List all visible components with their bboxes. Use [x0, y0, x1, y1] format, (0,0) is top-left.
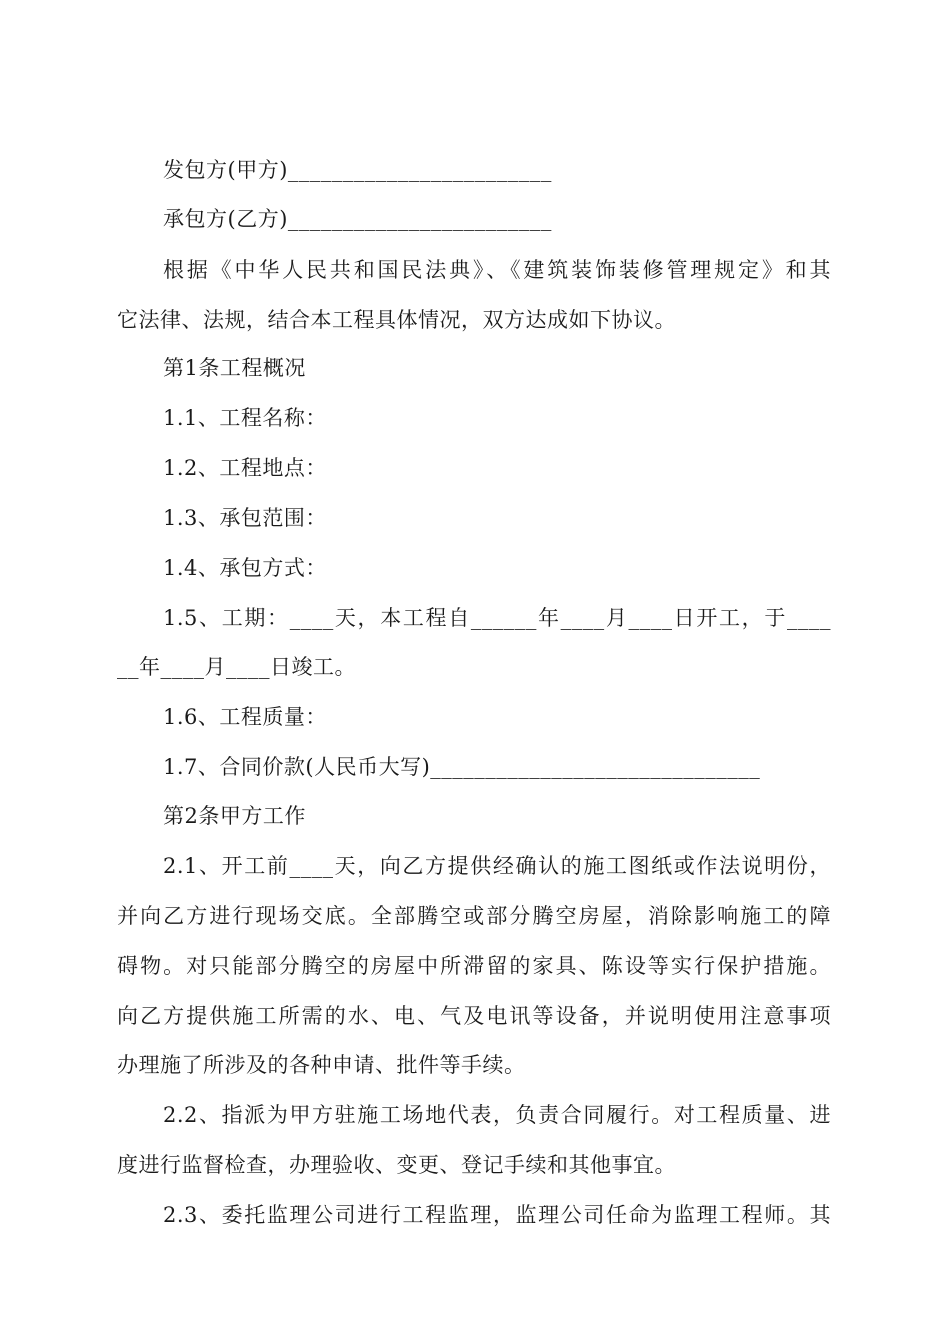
clause-2-1-line-4: 向乙方提供施工所需的水、电、气及电讯等设备，并说明使用注意事项 — [117, 1004, 831, 1028]
clause-2-2-line-1: 2.2、指派为甲方驻施工场地代表，负责合同履行。对工程质量、进 — [163, 1103, 831, 1127]
clause-1-6: 1.6、工程质量： — [163, 705, 327, 729]
clause-1-3: 1.3、承包范围： — [163, 506, 327, 530]
party-a-line: 发包方(甲方)________________________ — [163, 158, 552, 182]
clause-1-5-line-1: 1.5、工期：____天，本工程自______年____月____日开工，于____ — [163, 606, 831, 630]
article-2-heading: 第2条甲方工作 — [163, 804, 306, 828]
clause-1-2: 1.2、工程地点： — [163, 456, 327, 480]
article-1-heading: 第1条工程概况 — [163, 356, 306, 380]
clause-1-1: 1.1、工程名称： — [163, 406, 327, 430]
preamble-line-1: 根据《中华人民共和国民法典》、《建筑装饰装修管理规定》和其 — [163, 258, 831, 282]
clause-2-1-line-1: 2.1、开工前____天，向乙方提供经确认的施工图纸或作法说明份， — [163, 854, 831, 878]
clause-2-2-line-2: 度进行监督检查，办理验收、变更、登记手续和其他事宜。 — [117, 1153, 676, 1177]
preamble-line-2: 它法律、法规，结合本工程具体情况，双方达成如下协议。 — [117, 308, 676, 332]
party-b-line: 承包方(乙方)________________________ — [163, 207, 552, 231]
clause-1-7: 1.7、合同价款(人民币大写)______________________________ — [163, 755, 761, 779]
clause-1-4: 1.4、承包方式： — [163, 556, 327, 580]
clause-2-3-line-1: 2.3、委托监理公司进行工程监理，监理公司任命为监理工程师。其 — [163, 1203, 831, 1227]
clause-1-5-line-2: __年____月____日竣工。 — [117, 655, 356, 679]
clause-2-1-line-3: 碍物。对只能部分腾空的房屋中所滞留的家具、陈设等实行保护措施。 — [117, 954, 831, 978]
clause-2-1-line-5: 办理施了所涉及的各种申请、批件等手续。 — [117, 1053, 526, 1077]
clause-2-1-line-2: 并向乙方进行现场交底。全部腾空或部分腾空房屋，消除影响施工的障 — [117, 904, 831, 928]
